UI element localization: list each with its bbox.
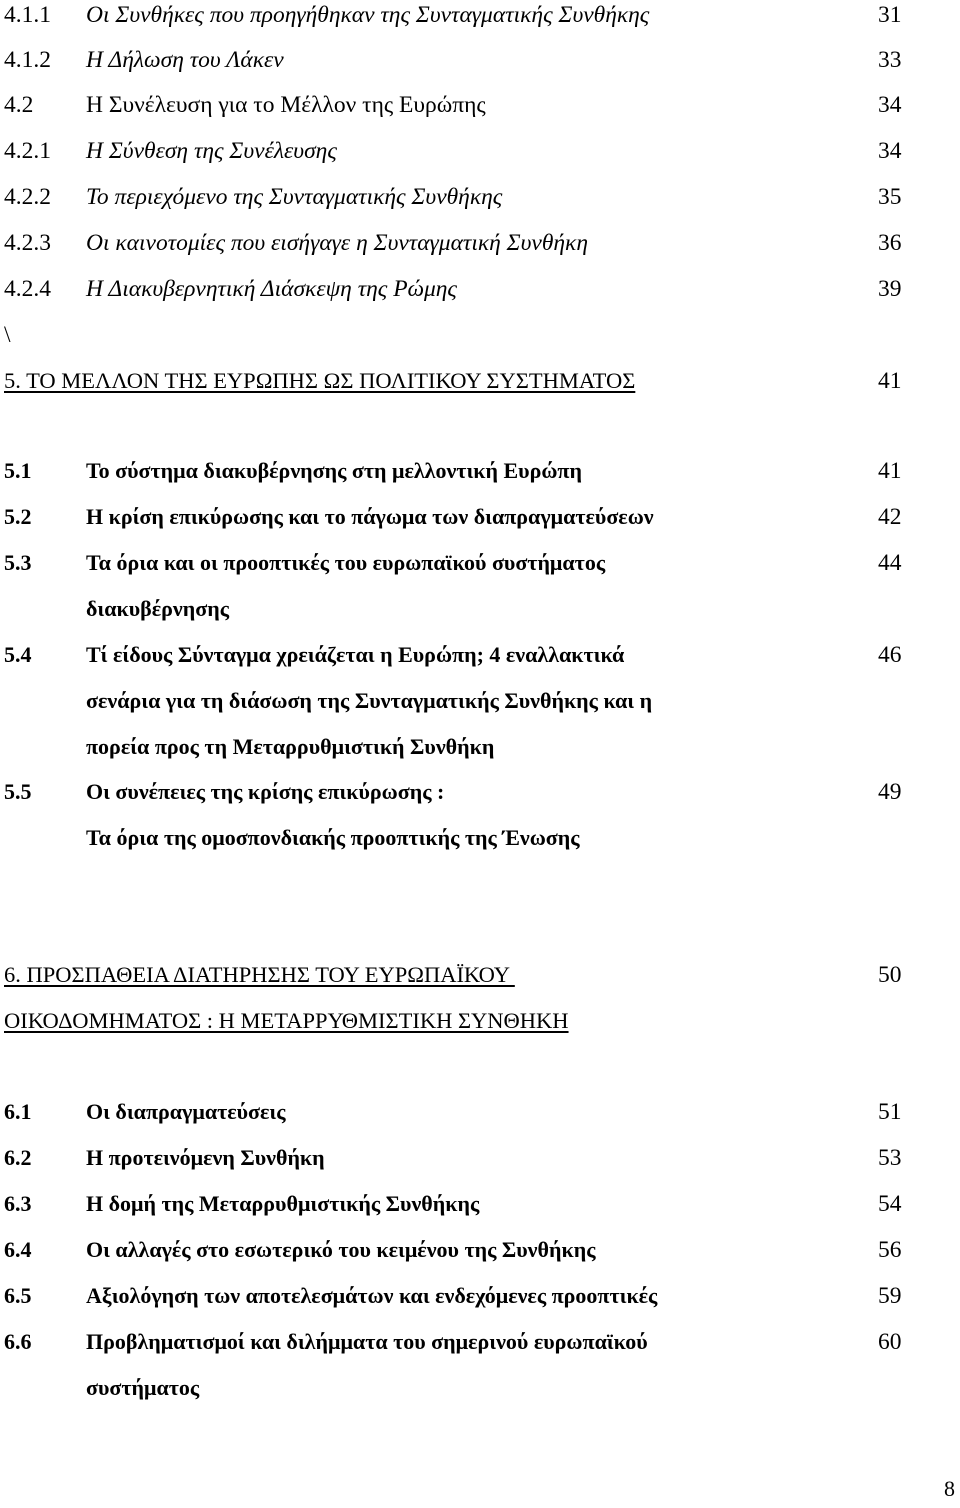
toc-entry: [0, 228, 960, 268]
page-number: 8: [944, 1476, 955, 1501]
entry-title-continuation: Τα όρια της ομοσπονδιακής προοπτικής της Ένωσης: [86, 825, 580, 850]
toc-entry: [0, 777, 960, 867]
entry-title: Οι Συνθήκες που προηγήθηκαν της Συνταγματικής Συνθήκης: [86, 2, 650, 28]
entry-page: 59: [878, 1283, 902, 1309]
entry-page: 35: [878, 184, 902, 210]
toc-entry: [0, 640, 960, 776]
entry-number: 5.4: [4, 642, 32, 667]
entry-title: Οι διαπραγματεύσεις: [86, 1099, 286, 1124]
entry-title: Το περιεχόμενο της Συνταγματικής Συνθήκης: [86, 184, 503, 210]
entry-number: 5.5: [4, 779, 32, 804]
entry-number: 4.1.1: [4, 2, 51, 28]
entry-number: 6.5: [4, 1283, 32, 1308]
toc-entry: [0, 182, 960, 222]
entry-title: Τί είδους Σύνταγμα χρειάζεται η Ευρώπη; 4 εναλλακτικά: [86, 642, 625, 667]
entry-page: 44: [878, 550, 902, 576]
entry-title: Η προτεινόμενη Συνθήκη: [86, 1145, 325, 1170]
stray-mark-line: [0, 320, 960, 360]
entry-page: 49: [878, 779, 902, 805]
entry-number: 6.6: [4, 1329, 32, 1354]
entry-title: Οι αλλαγές στο εσωτερικό του κειμένου της Συνθήκης: [86, 1237, 596, 1262]
entry-number: 5.2: [4, 504, 32, 529]
chapter-page: 50: [878, 962, 902, 988]
chapter-title-line1: 6. ΠΡΟΣΠΑΘΕΙΑ ΔΙΑΤΗΡΗΣΗΣ ΤΟΥ ΕΥΡΩΠΑΪΚΟΥ: [4, 962, 515, 987]
entry-page: 33: [878, 47, 902, 73]
entry-page: 53: [878, 1145, 902, 1171]
entry-page: 42: [878, 504, 902, 530]
entry-page: 54: [878, 1191, 902, 1217]
toc-entry: [0, 274, 960, 314]
entry-page: 39: [878, 276, 902, 302]
entry-title: Η Σύνθεση της Συνέλευσης: [86, 138, 337, 164]
chapter-heading: [0, 366, 960, 406]
entry-title: Η δομή της Μεταρρυθμιστικής Συνθήκης: [86, 1191, 480, 1216]
stray-mark: \: [4, 322, 11, 348]
entry-number: 4.2: [4, 92, 34, 118]
chapter-title-line2: ΟΙΚΟΔΟΜΗΜΑΤΟΣ : Η ΜΕΤΑΡΡΥΘΜΙΣΤΙΚΗ ΣΥΝΘΗΚΗ: [4, 1008, 569, 1033]
entry-page: 34: [878, 92, 902, 118]
entry-number: 4.1.2: [4, 47, 51, 73]
entry-number: 6.2: [4, 1145, 32, 1170]
chapter-heading: [0, 960, 960, 1050]
entry-title: Οι καινοτομίες που εισήγαγε η Συνταγματική Συνθήκη: [86, 230, 588, 256]
entry-title: Προβληματισμοί και διλήμματα του σημερινού ευρωπαϊκού: [86, 1329, 648, 1354]
entry-number: 6.3: [4, 1191, 32, 1216]
entry-title-continuation: πορεία προς τη Μεταρρυθμιστική Συνθήκη: [86, 734, 495, 759]
entry-title: Η Συνέλευση για το Μέλλον της Ευρώπης: [86, 92, 486, 118]
toc-entry: [0, 136, 960, 176]
entry-title: Αξιολόγηση των αποτελεσμάτων και ενδεχόμενες προοπτικές: [86, 1283, 658, 1308]
toc-entry: [0, 1189, 960, 1229]
entry-page: 41: [878, 458, 902, 484]
entry-page: 36: [878, 230, 902, 256]
entry-title-continuation: συστήματος: [86, 1375, 200, 1400]
chapter-page: 41: [878, 368, 902, 394]
entry-title: Η Διακυβερνητική Διάσκεψη της Ρώμης: [86, 276, 457, 302]
chapter-title: 5. ΤΟ ΜΕΛΛΟΝ ΤΗΣ ΕΥΡΩΠΗΣ ΩΣ ΠΟΛΙΤΙΚΟΥ ΣΥΣΤΗΜΑΤΟΣ: [4, 368, 636, 393]
entry-page: 34: [878, 138, 902, 164]
entry-page: 31: [878, 2, 902, 28]
entry-number: 6.4: [4, 1237, 32, 1262]
entry-page: 56: [878, 1237, 902, 1263]
entry-title-continuation: σενάρια για τη διάσωση της Συνταγματικής Συνθήκης και η: [86, 688, 653, 713]
toc-entry: [0, 1143, 960, 1183]
entry-page: 51: [878, 1099, 902, 1125]
toc-entry: [0, 456, 960, 496]
entry-number: 5.1: [4, 458, 32, 483]
toc-entry: [0, 90, 960, 130]
entry-page: 60: [878, 1329, 902, 1355]
entry-page: 46: [878, 642, 902, 668]
entry-number: 4.2.3: [4, 230, 51, 256]
toc-entry: [0, 45, 960, 85]
toc-entry: [0, 502, 960, 542]
entry-title: Τα όρια και οι προοπτικές του ευρωπαϊκού συστήματος: [86, 550, 606, 575]
entry-title: Η Δήλωση του Λάκεν: [86, 47, 284, 73]
entry-title: Το σύστημα διακυβέρνησης στη μελλοντική Ευρώπη: [86, 458, 582, 483]
entry-number: 4.2.1: [4, 138, 51, 164]
toc-entry: [0, 1327, 960, 1417]
entry-title-continuation: διακυβέρνησης: [86, 596, 229, 621]
toc-entry: [0, 1235, 960, 1275]
entry-number: 4.2.4: [4, 276, 51, 302]
toc-entry: [0, 1281, 960, 1321]
toc-entry: [0, 548, 960, 638]
toc-entry: [0, 0, 960, 40]
toc-entry: [0, 1097, 960, 1137]
entry-title: Η κρίση επικύρωσης και το πάγωμα των διαπραγματεύσεων: [86, 504, 654, 529]
entry-number: 4.2.2: [4, 184, 51, 210]
entry-number: 5.3: [4, 550, 32, 575]
entry-title: Οι συνέπειες της κρίσης επικύρωσης :: [86, 779, 445, 804]
entry-number: 6.1: [4, 1099, 32, 1124]
